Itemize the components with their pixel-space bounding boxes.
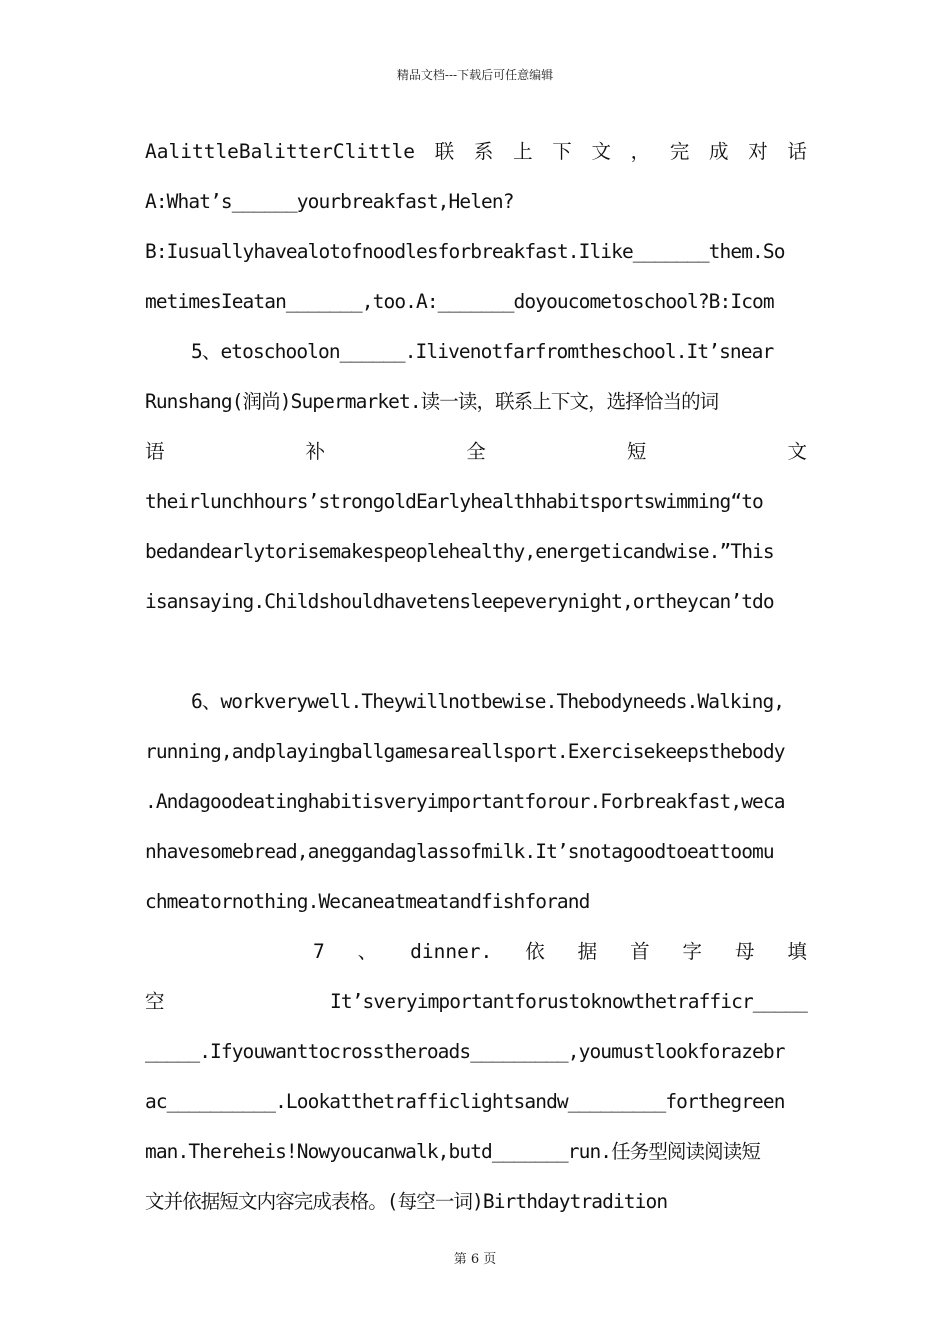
text-line: B:Iusuallyhavealotofnoodlesforbreakfast.Ilike_______them.So <box>145 240 785 263</box>
text-line <box>145 434 807 484</box>
text-part: 文 <box>787 440 807 463</box>
text-part: 话 <box>787 140 807 163</box>
text-line: man.Thereheis!Nowyoucanwalk,butd_______run.任务型阅读阅读短 <box>145 1140 760 1163</box>
text-part: 完 <box>669 140 690 163</box>
blank-line <box>145 634 807 684</box>
text-line <box>145 134 807 184</box>
text-part: 7 <box>313 940 325 963</box>
text-part: 空 <box>145 990 165 1013</box>
text-line: chmeatornothing.Wecaneatmeatandfishforand <box>145 890 590 913</box>
text-line: nhavesomebread,aneggandaglassofmilk.It’snotagoodtoeattoomu <box>145 840 774 863</box>
text-line: Runshang(润尚)Supermarket.读一读，联系上下文，选择恰当的词 <box>145 390 719 413</box>
text-part: dinner. <box>410 940 493 963</box>
text-part: It’sveryimportantforustoknowthetrafficr_____ <box>330 990 807 1013</box>
text-part: ， <box>630 140 651 163</box>
text-part: 上 <box>513 140 533 163</box>
text-part: 对 <box>748 140 768 163</box>
text-line: 6、workverywell.Theywillnotbewise.Thebodyneeds.Walking, <box>191 690 785 713</box>
text-line: .Andagoodeatinghabitisveryimportantforour.Forbreakfast,weca <box>145 790 785 813</box>
text-line: isansaying.Childshouldhavetensleepeverynight,ortheycan’tdo <box>145 590 774 613</box>
text-part: 依 <box>525 940 545 963</box>
text-line: _____.Ifyouwanttocrosstheroads_________,youmustlookforazebr <box>145 1040 785 1063</box>
text-part: 成 <box>709 140 729 163</box>
text-part: 填 <box>787 940 807 963</box>
text-part: 首 <box>630 940 650 963</box>
text-part: 母 <box>734 940 755 963</box>
text-line: A:What’s______yourbreakfast,Helen? <box>145 190 514 213</box>
text-part: 系 <box>473 140 494 163</box>
page-header: 精品文档---下载后可任意编辑 <box>396 68 554 82</box>
text-part: 补 <box>305 440 326 463</box>
text-line: bedandearlytorisemakespeoplehealthy,energeticandwise.”This <box>145 540 774 563</box>
text-part: 文 <box>591 140 611 163</box>
text-part: 下 <box>552 140 572 163</box>
page-footer: 第 6 页 <box>453 1252 497 1267</box>
text-part: 据 <box>577 940 598 963</box>
text-part: 短 <box>626 440 647 463</box>
text-part: 联 <box>434 140 455 163</box>
text-line: running,andplayingballgamesareallsport.Exercisekeepsthebody <box>145 740 785 763</box>
text-line: 文并依据短文内容完成表格。(每空一词)Birthdaytradition <box>145 1190 668 1213</box>
text-part: 全 <box>466 440 486 463</box>
text-line: metimesIeatan_______,too.A:_______doyoucometoschool?B:Icom <box>145 290 774 313</box>
text-line <box>145 984 807 1034</box>
text-line: theirlunchhours’strongoldEarlyhealthhabitsportswimming“to <box>145 490 763 513</box>
text-line: 5、etoschoolon______.Ilivenotfarfromtheschool.It’snear <box>191 340 774 363</box>
document-body <box>145 134 807 1234</box>
text-line: ac__________.Lookatthetrafficlightsandw_________forthegreen <box>145 1090 785 1113</box>
text-part: 语 <box>145 440 165 463</box>
text-part: 、 <box>357 940 378 963</box>
text-line <box>145 934 807 984</box>
text-part: AalittleBalitterClittle <box>145 140 416 163</box>
text-part: 字 <box>682 940 703 963</box>
